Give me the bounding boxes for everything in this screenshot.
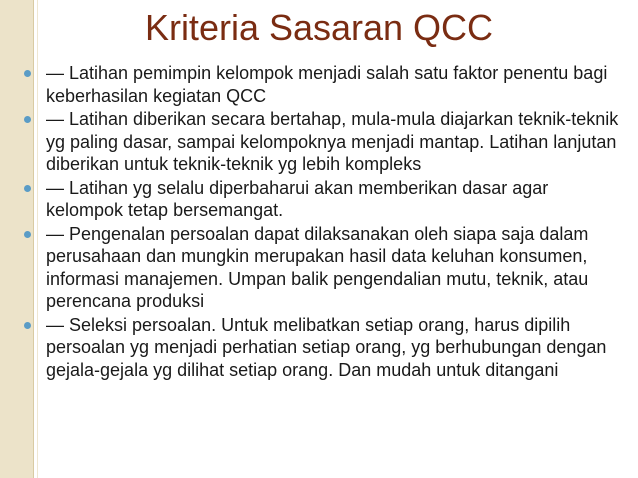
- bullet-item: [24, 108, 620, 176]
- bullet-text: — Pengenalan persoalan dapat dilaksanakan oleh siapa saja dalam perusahaan dan mungkin merupakan hasil data keluhan konsumen, informasi manajemen. Umpan balik pengendalian mutu, teknik, atau perencana produksi: [46, 223, 589, 311]
- bullet-dot-icon: [24, 185, 31, 192]
- slide-title: Kriteria Sasaran QCC: [144, 7, 494, 48]
- bullet-item: [24, 62, 620, 107]
- bullet-list: [24, 62, 620, 382]
- bullet-text: — Seleksi persoalan. Untuk melibatkan setiap orang, harus dipilih persoalan yg menjadi perhatian setiap orang, yg berhubungan dengan gejala-gejala yg dilihat setiap orang. Dan mudah untuk ditangani: [46, 314, 607, 380]
- bullet-dot-icon: [24, 116, 31, 123]
- bullet-item: [24, 314, 620, 382]
- bullet-dot-icon: [24, 231, 31, 238]
- bullet-text: — Latihan yg selalu diperbaharui akan memberikan dasar agar kelompok tetap bersemangat.: [46, 177, 549, 220]
- bullet-text: — Latihan diberikan secara bertahap, mula-mula diajarkan teknik-teknik yg paling dasar, sampai kelompoknya menjadi mantap. Latihan lanjutan diberikan untuk teknik-teknik yg lebih kompleks: [46, 109, 619, 174]
- bullet-dot-icon: [24, 322, 31, 329]
- bullet-dot-icon: [24, 70, 31, 77]
- bullet-item: [24, 223, 620, 313]
- bullet-item: [24, 177, 620, 222]
- bullet-text: — Latihan pemimpin kelompok menjadi salah satu faktor penentu bagi keberhasilan kegiatan QCC: [46, 63, 608, 106]
